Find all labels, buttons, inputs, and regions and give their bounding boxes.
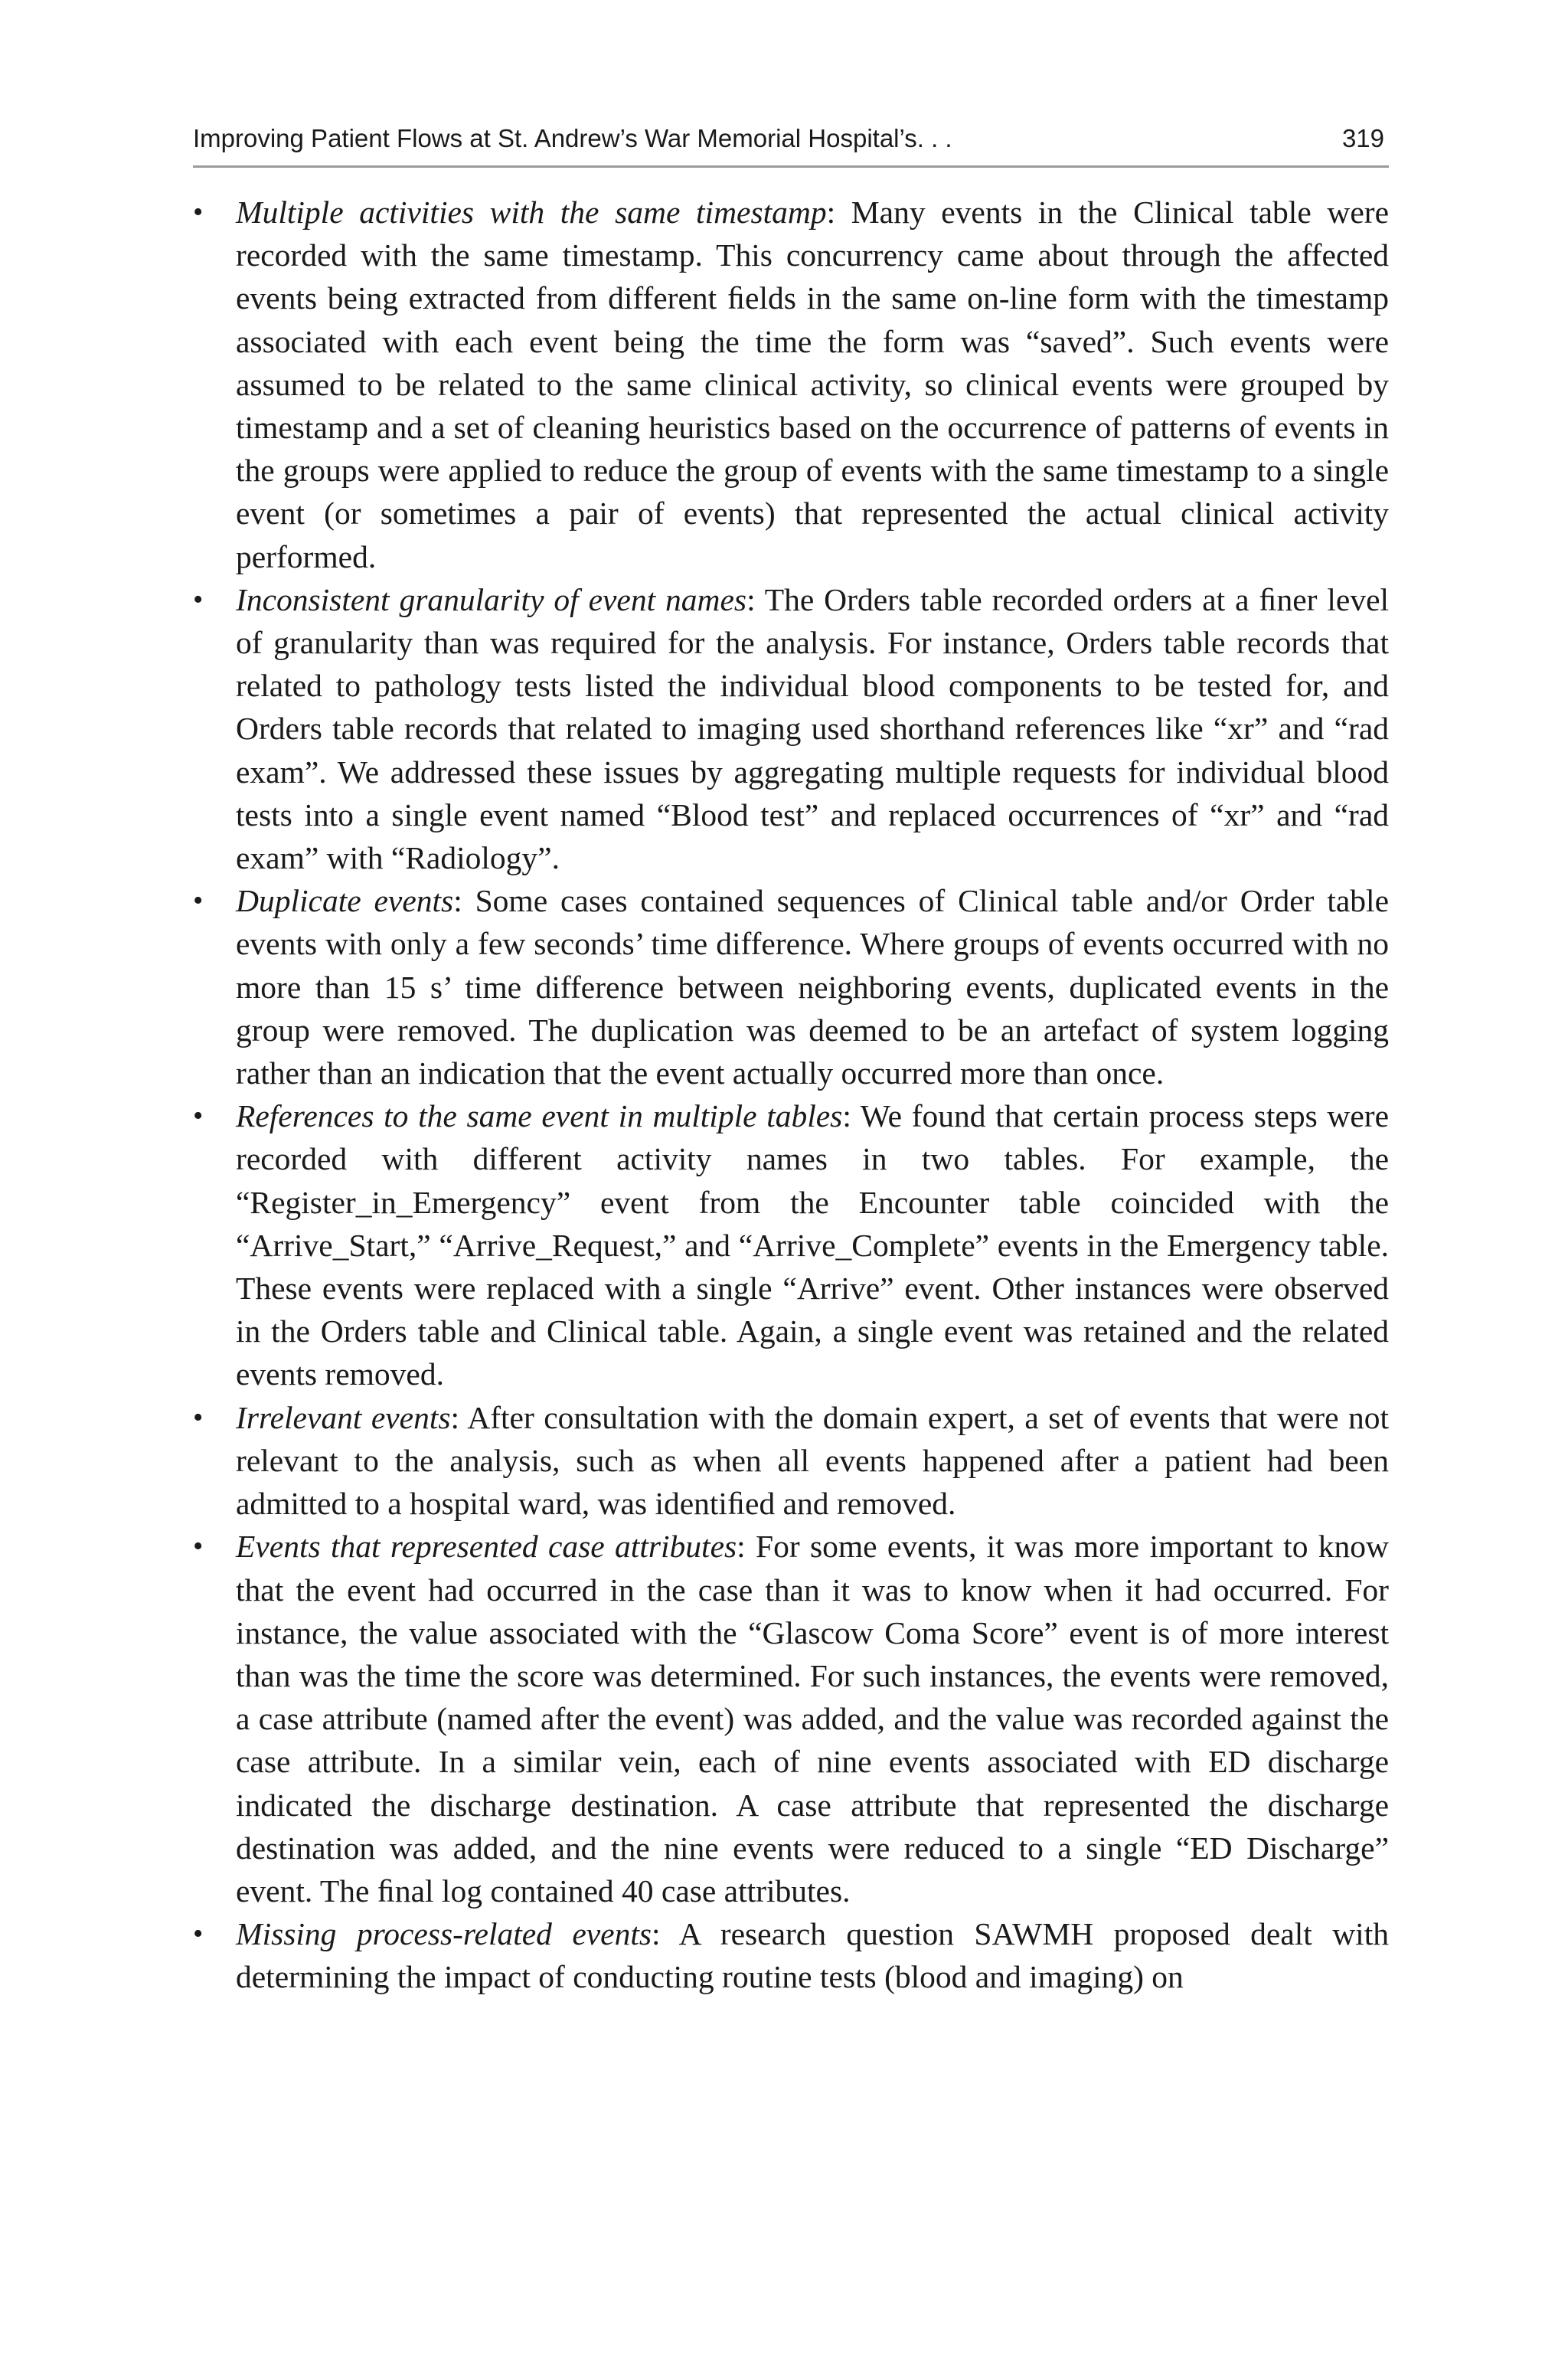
bullet-term: Duplicate events	[236, 883, 454, 919]
page-number: 319	[1341, 124, 1384, 152]
bullet-list	[193, 191, 1389, 1999]
bullet-text: Many events in the Clinical table were recorded with the same timestamp. This concurrency came about through the affected events being extracted from different ﬁelds in the same on-line form with the timestamp associated with each event being the time the form was “saved”. Such events were assumed to be related to the same clinical activity, so clinical events were grouped by timestamp and a set of cleaning heuristics based on the occurrence of patterns of events in the groups were applied to reduce the group of events with the same timestamp to a single event (or sometimes a pair of events) that represented the actual clinical activity performed.	[236, 195, 1390, 574]
bullet-text: We found that certain process steps were recorded with different activity names in two tables. For example, the “Register_in_Emergency” event from the Encounter table coincided with the “Arrive_Start,” “Arrive_Request,” and “Arrive_Complete” events in the Emergency table. These events were replaced with a single “Arrive” event. Other instances were observed in the Orders table and Clinical table. Again, a single event was retained and the related events removed.	[236, 1098, 1390, 1392]
bullet-marker: •	[193, 885, 204, 918]
bullet-text: For some events, it was more important to know that the event had occurred in the case than it was to know when it had occurred. For instance, the value associated with the “Glascow Coma Score” event is of more interest than was the time the score was determined. For such instances, the events were removed, a case attribute (named after the event) was added, and the value was recorded against the case attribute. In a similar vein, each of nine events associated with ED discharge indicated the discharge destination. A case attribute that represented the discharge destination was added, and the nine events were reduced to a single “ED Discharge” event. The ﬁnal log contained 40 case attributes.	[236, 1529, 1390, 1909]
bullet-term: Missing process-related events	[236, 1916, 652, 1952]
bullet-term: Inconsistent granularity of event names	[236, 581, 747, 617]
bullet-term: Events that represented case attributes	[236, 1529, 737, 1565]
bullet-marker: •	[193, 1530, 204, 1563]
bullet-text: After consultation with the domain expert, a set of events that were not relevant to the analysis, such as when all events happened after a patient had been admitted to a hospital ward, was identiﬁed and removed.	[236, 1399, 1389, 1522]
bullet-marker: •	[193, 583, 204, 616]
bullet-item: • References to the same event in multiple tables: We found that certain process steps were recorded with different activity names in two tables. For example, the “Register_in_Emergency” event from the Encounter table coincided with the “Arrive_Start,” “Arrive_Request,” and “Arrive_Complete” events in the Emergency table. These events were replaced with a single “Arrive” event. Other instances were observed in the Orders table and Clinical table. Again, a single event was retained and the related events removed.	[193, 1094, 1389, 1395]
bullet-marker: •	[193, 1918, 204, 1951]
bullet-term: Irrelevant events	[236, 1399, 451, 1435]
bullet-marker: •	[193, 1401, 204, 1434]
bullet-text: Some cases contained sequences of Clinical table and/or Order table events with only a few seconds’ time difference. Where groups of events occurred with no more than 15 s’ time difference between neighboring events, duplicated events in the group were removed. The duplication was deemed to be an artefact of system logging rather than an indication that the event actually occurred more than once.	[236, 883, 1389, 1091]
bullet-item: • Irrelevant events: After consultation with the domain expert, a set of events that were not relevant to the analysis, such as when all events happened after a patient had been admitted to a hospital ward, was identiﬁed and removed.	[193, 1396, 1389, 1526]
bullet-item: • Missing process-related events: A research question SAWMH proposed dealt with determining the impact of conducting routine tests (blood and imaging) on	[193, 1912, 1389, 1998]
bullet-item: • Events that represented case attributes: For some events, it was more important to know that the event had occurred in the case than it was to know when it had occurred. For instance, the value associated with the “Glascow Coma Score” event is of more interest than was the time the score was determined. For such instances, the events were removed, a case attribute (named after the event) was added, and the value was recorded against the case attribute. In a similar vein, each of nine events associated with ED discharge indicated the discharge destination. A case attribute that represented the discharge destination was added, and the nine events were reduced to a single “ED Discharge” event. The ﬁnal log contained 40 case attributes.	[193, 1525, 1389, 1912]
page	[193, 123, 1389, 1999]
bullet-item: • Multiple activities with the same timestamp: Many events in the Clinical table were recorded with the same timestamp. This concurrency came about through the affected events being extracted from different ﬁelds in the same on-line form with the timestamp associated with each event being the time the form was “saved”. Such events were assumed to be related to the same clinical activity, so clinical events were grouped by timestamp and a set of cleaning heuristics based on the occurrence of patterns of events in the groups were applied to reduce the group of events with the same timestamp to a single event (or sometimes a pair of events) that represented the actual clinical activity performed.	[193, 191, 1389, 578]
bullet-term: Multiple activities with the same timestamp	[236, 195, 827, 230]
bullet-text: The Orders table recorded orders at a ﬁner level of granularity than was required for the analysis. For instance, Orders table records that related to pathology tests listed the individual blood components to be tested for, and Orders table records that related to imaging used shorthand references like “xr” and “rad exam”. We addressed these issues by aggregating multiple requests for individual blood tests into a single event named “Blood test” and replaced occurrences of “xr” and “rad exam” with “Radiology”.	[236, 581, 1390, 876]
bullet-marker: •	[193, 196, 204, 228]
running-header	[193, 123, 1389, 168]
bullet-item: • Duplicate events: Some cases contained sequences of Clinical table and/or Order table events with only a few seconds’ time difference. Where groups of events occurred with no more than 15 s’ time difference between neighboring events, duplicated events in the group were removed. The duplication was deemed to be an artefact of system logging rather than an indication that the event actually occurred more than once.	[193, 879, 1389, 1094]
bullet-item: • Inconsistent granularity of event names: The Orders table recorded orders at a ﬁner level of granularity than was required for the analysis. For instance, Orders table records that related to pathology tests listed the individual blood components to be tested for, and Orders table records that related to imaging used shorthand references like “xr” and “rad exam”. We addressed these issues by aggregating multiple requests for individual blood tests into a single event named “Blood test” and replaced occurrences of “xr” and “rad exam” with “Radiology”.	[193, 578, 1389, 879]
bullet-marker: •	[193, 1100, 204, 1133]
bullet-term: References to the same event in multiple tables	[236, 1098, 843, 1134]
running-title: Improving Patient Flows at St. Andrew’s War Memorial Hospital’s. . .	[193, 124, 952, 152]
bullet-text: A research question SAWMH proposed dealt with determining the impact of conducting routine tests (blood and imaging) on	[236, 1916, 1389, 1995]
